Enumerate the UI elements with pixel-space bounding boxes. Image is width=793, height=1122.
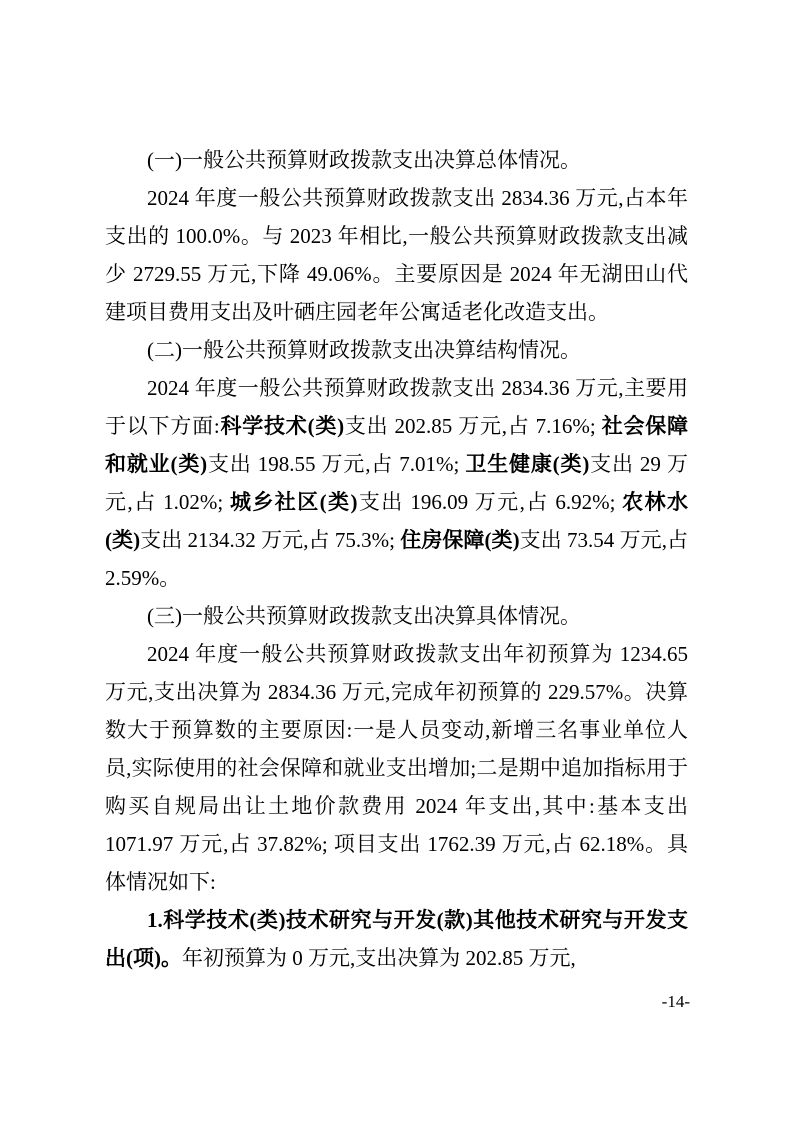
item-1-title: 1.科学技术(类)技术研究与开发(款)其他技术研究与开发支出(项)。 — [105, 908, 688, 970]
text-run: 2024 年度一般公共预算财政拨款支出年初预算为 1234.65 万元,支出决算为 2834.36 万元,完成年初预算的 229.57%。决算数大于预算数的主要原因:一是人员变动,新增三名事业单位人员,实际使用的社会保障和就业支出增加;二是期中追加指标用于购买自规局出让土地价款费用 2024 年支出,其中:基本支出 1071.97 万元,占 37.82%; 项目支出 1762.39 万元,占 62.18%。具体情况如下: — [105, 642, 688, 894]
text-run: 支出 202.85 万元,占 7.16%; — [344, 414, 602, 438]
text-run: 支出 196.09 万元,占 6.92%; — [357, 490, 623, 514]
text-run: 支出 2134.32 万元,占 75.3%; — [140, 528, 401, 552]
category-name-urban-rural-community: 城乡社区(类) — [229, 490, 358, 514]
category-name-science-tech: 科学技术(类) — [219, 414, 345, 438]
section-1-heading: (一)一般公共预算财政拨款支出决算总体情况。 — [147, 148, 581, 172]
text-run: 年初预算为 0 万元,支出决算为 202.85 万元, — [182, 946, 576, 970]
section-3-paragraph-2 — [105, 901, 688, 977]
document-body — [105, 141, 688, 977]
category-name-health: 卫生健康(类) — [465, 452, 590, 476]
section-3-heading: (三)一般公共预算财政拨款支出决算具体情况。 — [147, 604, 581, 628]
text-run: 2024 年度一般公共预算财政拨款支出 2834.36 万元,占本年支出的 100.0%。与 2023 年相比,一般公共预算财政拨款支出减少 2729.55 万元,下降 49.06%。主要原因是 2024 年无湖田山代建项目费用支出及叶硒庄园老年公寓适老化改造支出。 — [105, 186, 688, 324]
section-3-paragraph-1 — [105, 635, 688, 901]
section-2-paragraph — [105, 369, 688, 597]
section-2-heading: (二)一般公共预算财政拨款支出决算结构情况。 — [147, 338, 581, 362]
category-name-housing-security: 住房保障(类) — [400, 528, 520, 552]
page-number: -14- — [661, 992, 690, 1011]
text-run: 支出 73.54 万元,占 2.59%。 — [105, 528, 688, 590]
category-name-agriculture-forestry-water: 农林水(类) — [105, 490, 689, 552]
text-run: 支出 29 万元,占 1.02%; — [105, 452, 688, 514]
text-run: 2024 年度一般公共预算财政拨款支出 2834.36 万元,主要用于以下方面: — [105, 376, 688, 438]
section-1-paragraph — [105, 179, 688, 331]
text-run: 支出 198.55 万元,占 7.01%; — [207, 452, 466, 476]
category-name-social-security: 社会保障和就业(类) — [105, 414, 689, 476]
